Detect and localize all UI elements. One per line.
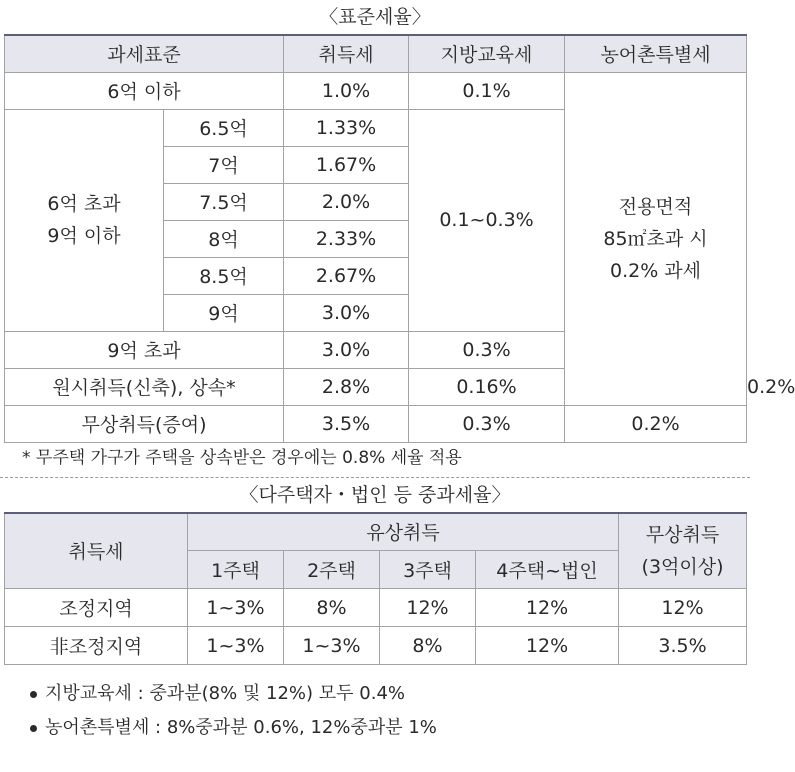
rate-cell: 3.5% [619,627,747,665]
row-label: 6억 초과 9억 이하 [5,109,164,331]
acquisition-rate: 2.0% [284,183,409,220]
education-rate: 0.1% [409,72,565,109]
heavy-rate-title: 〈다주택자・법인 등 중과세율〉 [239,483,511,506]
inheritance-footnote: * 무주택 가구가 주택을 상속받은 경우에는 0.8% 세율 적용 [22,447,462,468]
standard-rate-table [4,34,795,443]
header-rural-special-tax: 농어촌특별세 [565,35,747,72]
acquisition-rate: 3.5% [284,405,409,442]
rate-cell: 8% [380,627,476,665]
heavy-header-row [5,513,747,551]
acquisition-rate: 1.67% [284,146,409,183]
row-label: 무상취득(증여) [5,405,284,442]
acquisition-rate: 3.0% [284,294,409,331]
amount-cell: 8.5억 [164,257,284,294]
acquisition-rate: 1.0% [284,72,409,109]
bullet-dot-icon [30,691,37,698]
row-label: 조정지역 [5,589,188,627]
acquisition-rate: 2.33% [284,220,409,257]
row-label: 9억 초과 [5,331,284,368]
bullet-item: 농어촌특별세 : 8%중과분 0.6%, 12%중과분 1% [0,711,750,745]
acquisition-rate: 3.0% [284,331,409,368]
header-free-acquisition: 무상취득 (3억이상) [619,513,747,589]
header-tax-base: 과세표준 [5,35,284,72]
amount-cell: 7.5억 [164,183,284,220]
education-rate: 0.1~0.3% [409,109,565,331]
rate-cell: 8% [284,589,380,627]
standard-header-row [5,35,747,72]
header-four-houses-corp: 4주택~법인 [476,551,619,589]
education-rate: 0.3% [409,331,565,368]
acquisition-rate: 1.33% [284,109,409,146]
header-acquisition-tax: 취득세 [284,35,409,72]
amount-cell: 8억 [164,220,284,257]
table-row [5,627,747,665]
header-paid-acquisition: 유상취득 [188,513,619,551]
amount-cell: 7억 [164,146,284,183]
bullet-item: 지방교육세 : 중과분(8% 및 12%) 모두 0.4% [0,677,750,711]
table-row [5,589,747,627]
rural-rate: 0.2% [565,405,747,442]
acquisition-rate: 2.8% [284,368,409,405]
education-rate: 0.3% [409,405,565,442]
table-row: 원시취득(신축), 상속* 2.8% 0.16% 0.2% [5,368,747,405]
standard-rate-title: 〈표준세율〉 [319,6,431,28]
row-label: 원시취득(신축), 상속* [5,368,284,405]
acquisition-rate: 2.67% [284,257,409,294]
rate-cell: 12% [476,589,619,627]
header-local-education-tax: 지방교육세 [409,35,565,72]
header-corner: 취득세 [5,513,188,589]
table-row [5,72,747,109]
heavy-rate-table [4,512,747,666]
education-rate: 0.16% [409,368,565,405]
header-three-houses: 3주택 [380,551,476,589]
bullet-dot-icon [30,725,37,732]
rate-cell: 1~3% [284,627,380,665]
table-row [5,405,747,442]
header-one-house: 1주택 [188,551,284,589]
rate-cell: 1~3% [188,627,284,665]
header-two-houses: 2주택 [284,551,380,589]
rate-cell: 1~3% [188,589,284,627]
amount-cell: 9억 [164,294,284,331]
rural-tax-note: 전용면적 85㎡초과 시 0.2% 과세 [565,72,747,405]
row-label: 非조정지역 [5,627,188,665]
rate-cell: 12% [619,589,747,627]
rate-cell: 12% [476,627,619,665]
rate-cell: 12% [380,589,476,627]
amount-cell: 6.5억 [164,109,284,146]
row-label: 6억 이하 [5,72,284,109]
